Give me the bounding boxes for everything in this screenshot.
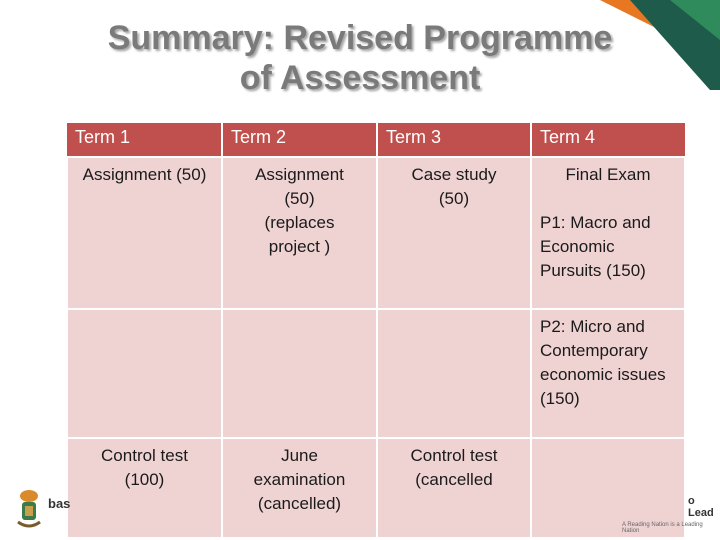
header-term-3: Term 3: [377, 123, 531, 157]
table-row: [67, 309, 685, 438]
cell-empty: [67, 309, 222, 438]
cell-term3-control-test: [377, 438, 531, 538]
cell-term2-assignment: [222, 157, 377, 309]
final-exam-label: Final Exam: [565, 165, 651, 184]
table-row: [67, 438, 685, 538]
cell-empty: [377, 309, 531, 438]
department-logo-text: bas: [48, 496, 71, 511]
cell-term4-final-exam: [531, 157, 685, 309]
table-row: [67, 157, 685, 309]
cell-line: examination: [253, 470, 346, 489]
header-row: [67, 123, 685, 157]
cell-line: (100): [124, 470, 165, 489]
cell-line: (cancelled): [257, 494, 342, 513]
assessment-table: [66, 123, 686, 539]
coat-of-arms-icon: [14, 488, 44, 530]
cell-line: (cancelled: [415, 470, 493, 489]
paper-2-label: P2: Micro and Contemporary economic issues (150): [540, 317, 666, 408]
cell-line: June: [281, 446, 318, 465]
cell-term1-control-test: [67, 438, 222, 538]
cell-line: project ): [268, 237, 331, 256]
cell-line: Control test: [410, 446, 498, 465]
cell-term4-paper-2: [531, 309, 685, 438]
title-line-2: of Assessment: [239, 59, 481, 97]
cell-line: (replaces: [264, 213, 335, 232]
slogan-tagline: A Reading Nation is a Leading Nation: [622, 522, 703, 534]
cell-term1-assignment: [67, 157, 222, 309]
cell-line: (50): [284, 189, 315, 208]
slogan-partial: o Lead: [688, 495, 714, 519]
title-line-1: Summary: Revised Programme: [107, 19, 613, 57]
cell-term3-case-study: [377, 157, 531, 309]
header-term-2: Term 2: [222, 123, 377, 157]
cell-line: Case study: [411, 165, 497, 184]
paper-1-label: P1: Macro and Economic Pursuits (150): [540, 213, 651, 280]
header-term-4: Term 4: [531, 123, 685, 157]
cell-text: Assignment (50): [82, 165, 207, 184]
header-term-1: Term 1: [67, 123, 222, 157]
cell-line: Control test: [101, 446, 188, 465]
slide-title: [40, 18, 680, 98]
cell-empty: [222, 309, 377, 438]
cell-line: Assignment: [255, 165, 344, 184]
cell-line: (50): [438, 189, 470, 208]
cell-term2-june-exam: [222, 438, 377, 538]
